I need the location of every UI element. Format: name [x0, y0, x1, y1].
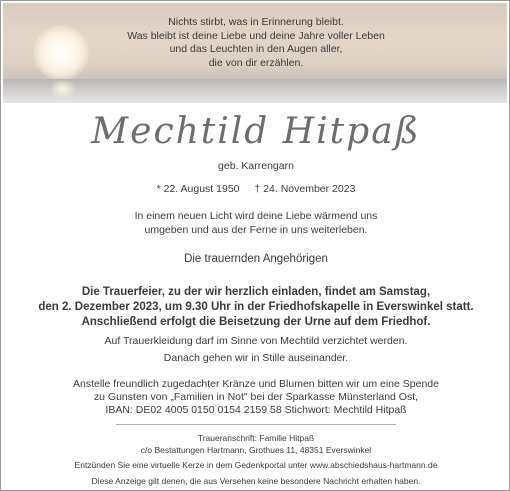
death-date: † 24. November 2023: [254, 183, 356, 195]
service-line: den 2. Dezember 2023, um 9.30 Uhr in der Friedhofskapelle in Everswinkel statt.: [38, 301, 474, 313]
mourning-address: c/o Bestattungen Hartmann, Grothues 11, 48351 Everswinkel: [140, 445, 372, 455]
quote-line: die von dir erzählen.: [208, 56, 304, 69]
donation-line: zu Gunsten von „Familien in Not" bei der Sparkasse Münsterland Ost,: [93, 391, 419, 403]
service-line: Die Trauerfeier, zu der wir herzlich einladen, findet am Samstag,: [81, 286, 431, 298]
memorial-quote: [1, 16, 510, 70]
mourners-signature: Die trauernden Angehörigen: [184, 253, 328, 265]
silence-note: Danach gehen wir in Stille auseinander.: [163, 352, 349, 364]
quote-line: Nichts stirbt, was in Erinnerung bleibt.: [168, 16, 344, 28]
quote-line: und das Leuchten in den Augen aller,: [169, 43, 343, 55]
candle-note: Entzünden Sie eine virtuelle Kerze in dem Gedenkportal unter www.abschiedshaus-hartmann.de: [74, 460, 438, 470]
mourning-address: Traueranschrift: Familie Hitpaß: [197, 433, 315, 443]
life-dates: [1, 183, 510, 195]
donation-line: Anstelle freundlich zugedachter Kränze und Blumen bitten wir um eine Spende: [73, 378, 439, 390]
divider: [116, 424, 396, 425]
service-line: Anschließend erfolgt die Beisetzung der Urne auf dem Friedhof.: [81, 316, 431, 328]
verse-line: In einem neuen Licht wird deine Liebe wärmend uns: [134, 210, 378, 222]
verse-line: umgeben und aus der Ferne in uns weiterleben.: [144, 224, 368, 236]
dress-note: Auf Trauerkleidung darf im Sinne von Mechtild verzichtet werden.: [104, 335, 408, 347]
quote-line: Was bleibt ist deine Liebe und deine Jahre voller Leben: [127, 29, 385, 42]
sea-horizon: [3, 79, 507, 103]
donation-line: IBAN: DE02 4005 0150 0154 2159 58 Stichwort: Mechtild Hitpaß: [105, 404, 407, 416]
birth-name: geb. Karrengarn: [218, 160, 294, 172]
sun-reflection: [49, 79, 77, 99]
thanks-note: Diese Anzeige gilt denen, die aus Versehen keine besondere Nachricht erhalten haben.: [91, 476, 421, 486]
birth-date: * 22. August 1950: [156, 183, 240, 195]
deceased-name: Mechtild Hitpaß: [91, 111, 421, 152]
